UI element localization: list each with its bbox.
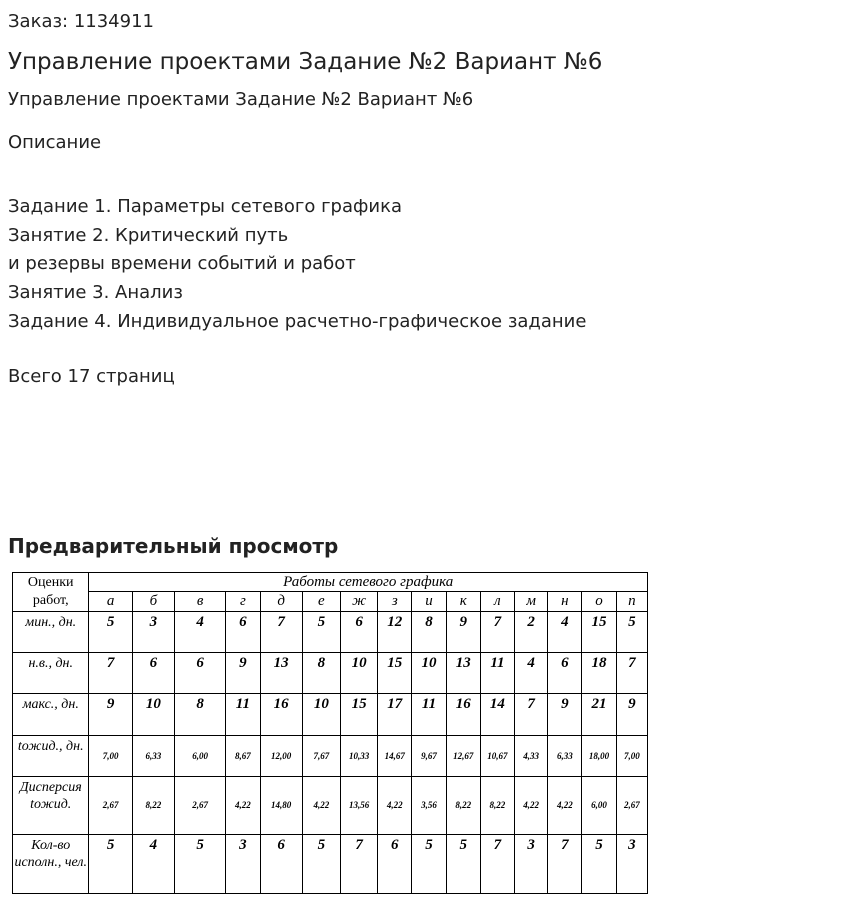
table-cell: 7,00 xyxy=(616,736,647,776)
table-cell: 8,67 xyxy=(226,736,260,776)
table-cell: 7 xyxy=(515,694,548,736)
table-cell: 4 xyxy=(132,834,174,893)
table-cell: 14,80 xyxy=(260,776,302,834)
preview-image xyxy=(12,572,648,894)
table-cell: 6 xyxy=(174,653,225,694)
table-cell: 10 xyxy=(340,653,377,694)
table-cell: 5 xyxy=(412,834,446,893)
table-cell: 4,22 xyxy=(302,776,340,834)
table-cell: 16 xyxy=(260,694,302,736)
table-cell: 10,67 xyxy=(480,736,514,776)
table-row xyxy=(13,653,648,694)
table-cell: 9 xyxy=(89,694,132,736)
table-cell: 6,33 xyxy=(548,736,582,776)
table-cell: 18,00 xyxy=(582,736,616,776)
table-cell: 9 xyxy=(548,694,582,736)
work-letter: д xyxy=(260,592,302,612)
table-cell: 15 xyxy=(378,653,412,694)
work-letter: а xyxy=(89,592,132,612)
work-letter: м xyxy=(515,592,548,612)
table-cell: 12,67 xyxy=(446,736,480,776)
table-cell: 9 xyxy=(616,694,647,736)
table-cell: 13,56 xyxy=(340,776,377,834)
table-cell: 3 xyxy=(616,834,647,893)
table-row xyxy=(13,736,648,776)
work-letter: п xyxy=(616,592,647,612)
row-label: н.в., дн. xyxy=(13,653,89,694)
table-cell: 8 xyxy=(302,653,340,694)
table-cell: 8,22 xyxy=(132,776,174,834)
table-cell: 7,00 xyxy=(89,736,132,776)
description-line: Задание 1. Параметры сетевого графика xyxy=(8,196,402,217)
table-row xyxy=(13,694,648,736)
row-label: tожид., дн. xyxy=(13,736,89,776)
page-subtitle: Управление проектами Задание №2 Вариант №6 xyxy=(8,89,474,110)
table-cell: 4,22 xyxy=(378,776,412,834)
work-letter: г xyxy=(226,592,260,612)
table-cell: 6 xyxy=(132,653,174,694)
page-count: Всего 17 страниц xyxy=(8,366,175,387)
description-line: Занятие 3. Анализ xyxy=(8,282,183,304)
table-cell: 15 xyxy=(582,612,616,653)
table-cell: 8,22 xyxy=(446,776,480,834)
table-cell: 9,67 xyxy=(412,736,446,776)
table-cell: 13 xyxy=(446,653,480,694)
table-cell: 14 xyxy=(480,694,514,736)
table-row xyxy=(13,776,648,834)
table-cell: 8 xyxy=(174,694,225,736)
table-cell: 7 xyxy=(480,834,514,893)
works-letters-row xyxy=(13,592,648,612)
description-heading: Описание xyxy=(8,132,102,153)
table-cell: 2,67 xyxy=(616,776,647,834)
table-cell: 10 xyxy=(302,694,340,736)
table-cell: 10 xyxy=(132,694,174,736)
order-number: Заказ: 1134911 xyxy=(8,11,154,32)
table-cell: 8,22 xyxy=(480,776,514,834)
table-cell: 17 xyxy=(378,694,412,736)
table-cell: 10 xyxy=(412,653,446,694)
table-cell: 4 xyxy=(548,612,582,653)
work-letter: л xyxy=(480,592,514,612)
table-cell: 5 xyxy=(89,834,132,893)
table-cell: 6 xyxy=(340,612,377,653)
table-row xyxy=(13,834,648,893)
table-cell: 6 xyxy=(548,653,582,694)
table-cell: 4 xyxy=(174,612,225,653)
work-letter: б xyxy=(132,592,174,612)
table-cell: 9 xyxy=(226,653,260,694)
table-cell: 3 xyxy=(515,834,548,893)
table-cell: 3 xyxy=(132,612,174,653)
estimates-table xyxy=(12,572,648,894)
table-cell: 3,56 xyxy=(412,776,446,834)
description-list xyxy=(8,193,586,337)
table-cell: 7 xyxy=(89,653,132,694)
description-line: Задание 4. Индивидуальное расчетно-графическое задание xyxy=(8,310,587,332)
page-title: Управление проектами Задание №2 Вариант №6 xyxy=(8,49,603,75)
row-label: Кол-во исполн., чел. xyxy=(13,834,89,893)
work-letter: в xyxy=(174,592,225,612)
table-cell: 15 xyxy=(340,694,377,736)
table-cell: 7 xyxy=(616,653,647,694)
table-cell: 18 xyxy=(582,653,616,694)
table-cell: 8 xyxy=(412,612,446,653)
table-cell: 5 xyxy=(89,612,132,653)
table-cell: 5 xyxy=(302,612,340,653)
table-cell: 11 xyxy=(480,653,514,694)
table-cell: 6,33 xyxy=(132,736,174,776)
table-cell: 7 xyxy=(480,612,514,653)
table-cell: 3 xyxy=(226,834,260,893)
work-letter: к xyxy=(446,592,480,612)
table-cell: 7 xyxy=(260,612,302,653)
table-cell: 7 xyxy=(548,834,582,893)
table-row xyxy=(13,612,648,653)
table-cell: 4,22 xyxy=(548,776,582,834)
work-letter: ж xyxy=(340,592,377,612)
table-cell: 6 xyxy=(378,834,412,893)
works-title: Работы сетевого графика xyxy=(89,573,648,592)
table-cell: 5 xyxy=(582,834,616,893)
work-letter: о xyxy=(582,592,616,612)
table-cell: 4,22 xyxy=(226,776,260,834)
table-cell: 5 xyxy=(302,834,340,893)
table-cell: 11 xyxy=(226,694,260,736)
table-cell: 11 xyxy=(412,694,446,736)
description-line: Занятие 2. Критический путь xyxy=(8,224,289,246)
work-letter: и xyxy=(412,592,446,612)
row-label: мин., дн. xyxy=(13,612,89,653)
work-letter: е xyxy=(302,592,340,612)
work-letter: з xyxy=(378,592,412,612)
table-cell: 2,67 xyxy=(89,776,132,834)
table-cell: 5 xyxy=(616,612,647,653)
table-cell: 13 xyxy=(260,653,302,694)
table-cell: 6,00 xyxy=(582,776,616,834)
table-cell: 6,00 xyxy=(174,736,225,776)
table-cell: 7,67 xyxy=(302,736,340,776)
table-cell: 16 xyxy=(446,694,480,736)
corner-label: Оценки работ, xyxy=(13,573,89,612)
table-cell: 12,00 xyxy=(260,736,302,776)
table-cell: 5 xyxy=(446,834,480,893)
table-cell: 5 xyxy=(174,834,225,893)
row-label: макс., дн. xyxy=(13,694,89,736)
table-cell: 21 xyxy=(582,694,616,736)
table-cell: 7 xyxy=(340,834,377,893)
table-cell: 12 xyxy=(378,612,412,653)
table-header-row xyxy=(13,573,648,592)
row-label: Дисперсия tожид. xyxy=(13,776,89,834)
preview-heading: Предварительный просмотр xyxy=(8,534,339,558)
work-letter: н xyxy=(548,592,582,612)
table-cell: 10,33 xyxy=(340,736,377,776)
table-cell: 4,22 xyxy=(515,776,548,834)
table-cell: 2 xyxy=(515,612,548,653)
table-cell: 2,67 xyxy=(174,776,225,834)
table-cell: 6 xyxy=(226,612,260,653)
description-line: и резервы времени событий и работ xyxy=(8,253,356,275)
table-cell: 4 xyxy=(515,653,548,694)
table-cell: 6 xyxy=(260,834,302,893)
table-cell: 14,67 xyxy=(378,736,412,776)
table-cell: 9 xyxy=(446,612,480,653)
table-cell: 4,33 xyxy=(515,736,548,776)
